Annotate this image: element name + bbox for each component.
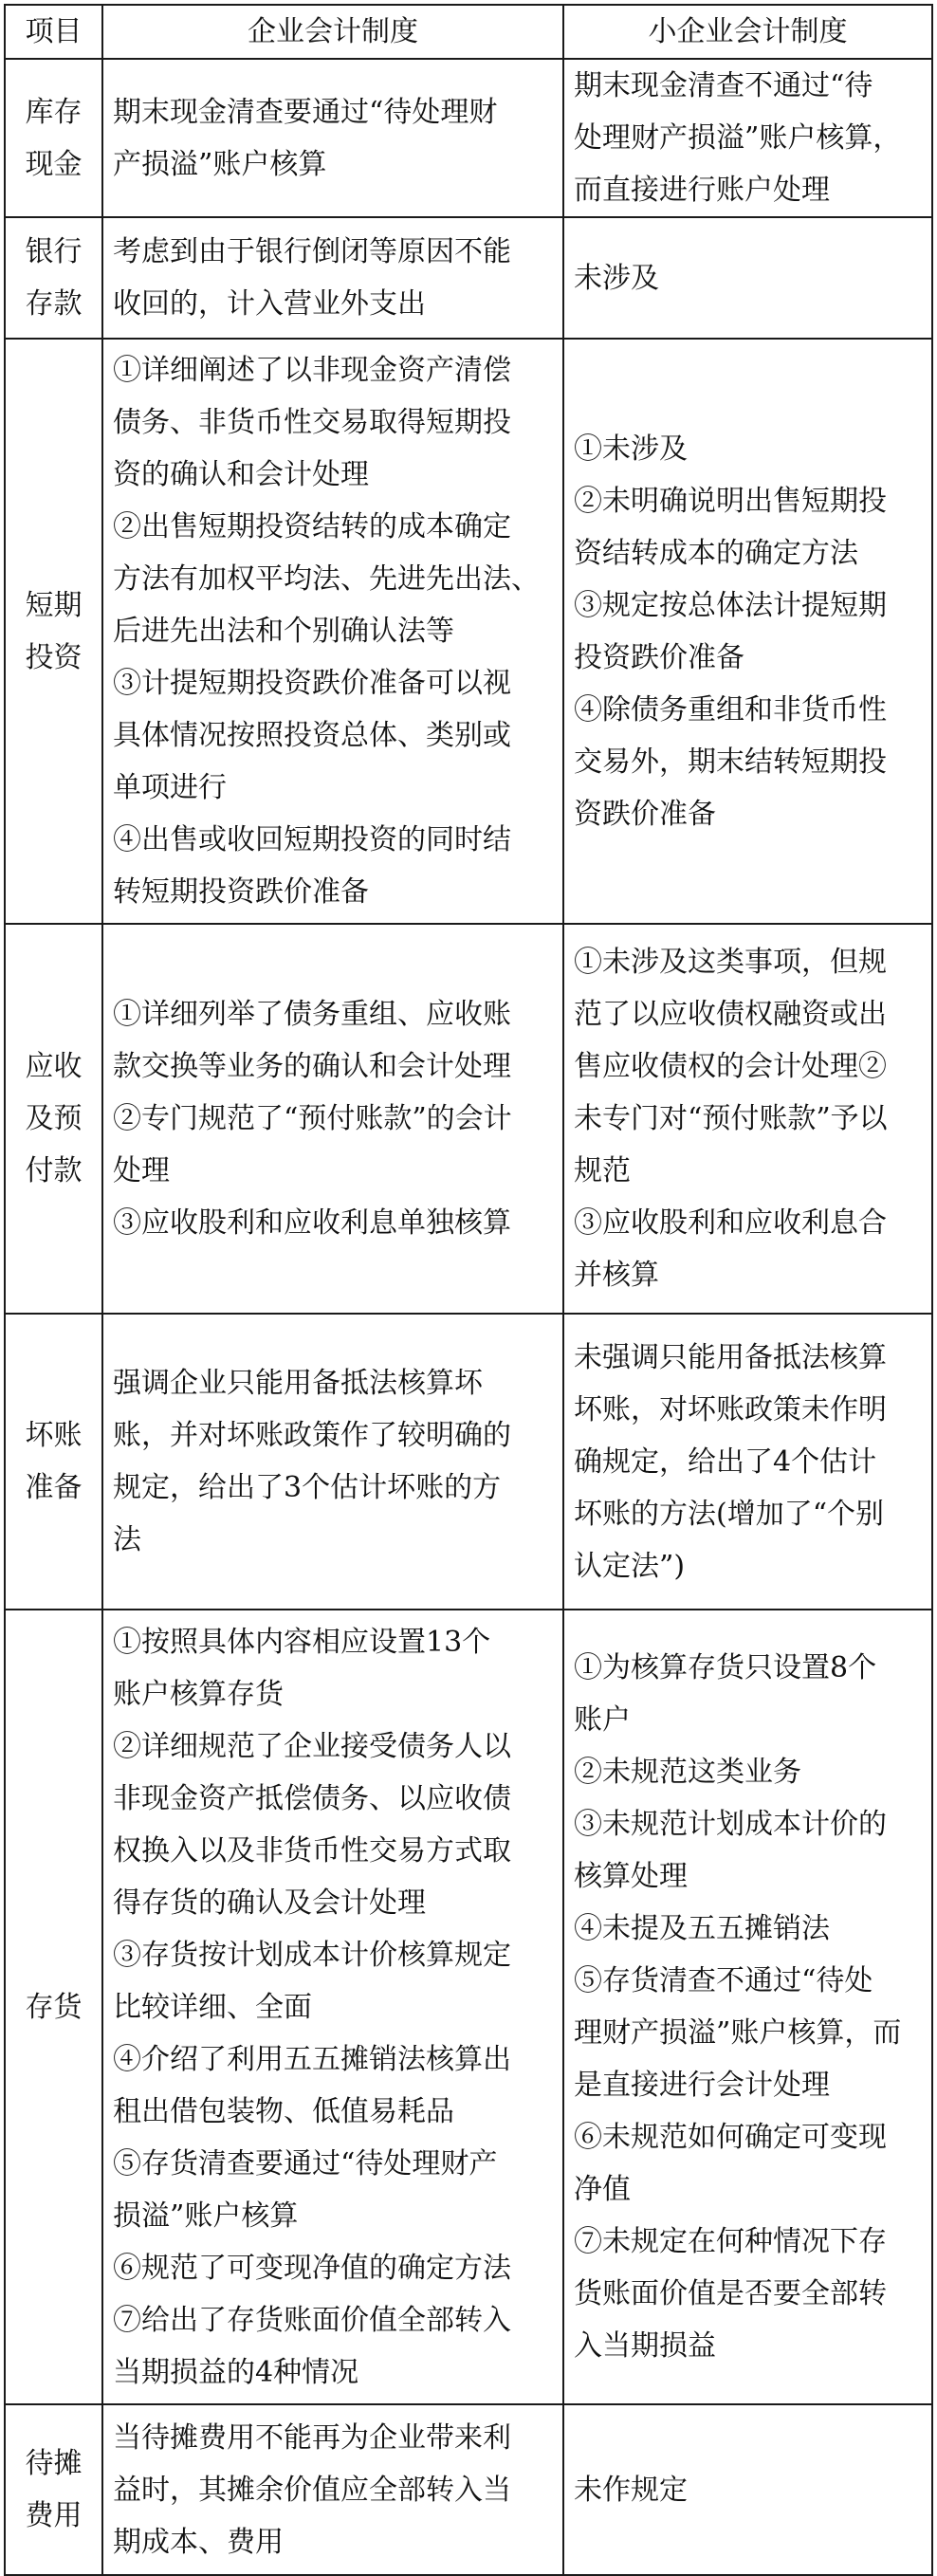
text-line: 资结转成本的确定方法 (574, 536, 858, 570)
text-line: 债务、非货币性交易取得短期投 (113, 406, 511, 439)
text-line: ③应收股利和应收利息合 (574, 1206, 887, 1240)
table-row (5, 1610, 932, 2404)
table-body (5, 59, 932, 2575)
text-line: 损溢”账户核算 (113, 2199, 299, 2233)
text-line: ②详细规范了企业接受债务人以 (113, 1729, 511, 1763)
text-line: ①详细列举了债务重组、应收账 (113, 998, 511, 1031)
text-line: ①未涉及 (574, 432, 688, 466)
text-line: 期成本、费用 (113, 2525, 284, 2559)
text-line: 及预 (25, 1102, 83, 1135)
text-line: 准备 (25, 1471, 83, 1504)
text-line: ②专门规范了“预付账款”的会计 (113, 1102, 512, 1135)
text-line: 应收 (25, 1050, 83, 1083)
text-line: 投资跌价准备 (574, 640, 744, 674)
text-line: 比较详细、全面 (113, 1990, 312, 2024)
small-enterprise-cell (563, 2404, 932, 2575)
enterprise-cell (102, 217, 563, 339)
text-line: ①为核算存货只设置8个 (574, 1651, 877, 1684)
table-row (5, 2404, 932, 2575)
header-enterprise: 企业会计制度 (102, 5, 563, 59)
text-line: 单项进行 (113, 771, 227, 804)
text-line: 核算处理 (574, 1860, 688, 1893)
text-line: 当待摊费用不能再为企业带来利 (113, 2420, 511, 2455)
text-line: 坏账，对坏账政策未作明 (574, 1392, 887, 1426)
text-line: 账，并对坏账政策作了较明确的 (113, 1419, 511, 1452)
text-line: 益时，其摊余价值应全部转入当 (113, 2473, 511, 2507)
text-line: 付款 (25, 1154, 83, 1187)
text-line: ①详细阐述了以非现金资产清偿 (113, 354, 511, 387)
text-line: ④出售或收回短期投资的同时结 (113, 823, 511, 856)
small-enterprise-cell (563, 217, 932, 339)
header-row (5, 5, 932, 59)
text-line: ④未提及五五摊销法 (574, 1912, 830, 1945)
small-enterprise-cell (563, 59, 932, 217)
text-line: 而直接进行账户处理 (574, 174, 830, 207)
text-line: 当期损益的4种情况 (113, 2355, 359, 2389)
text-line: 租出借包装物、低值易耗品 (113, 2094, 454, 2128)
text-line: ①按照具体内容相应设置13个 (113, 1625, 491, 1659)
text-line: ②未规范这类业务 (574, 1756, 801, 1789)
text-line: 款交换等业务的确认和会计处理 (113, 1050, 511, 1083)
text-line: 银行 (25, 235, 83, 268)
text-line: 是直接进行会计处理 (574, 2069, 830, 2102)
text-line: 范了以应收债权融资或出 (574, 998, 887, 1031)
text-line: 处理财产损溢”账户核算， (574, 121, 902, 155)
text-line: ④介绍了利用五五摊销法核算出 (113, 2042, 511, 2076)
text-line: ①未涉及这类事项，但规 (574, 946, 887, 979)
text-line: 强调企业只能用备抵法核算坏 (113, 1367, 483, 1400)
enterprise-cell (102, 2404, 563, 2575)
text-line: 坏账 (25, 1419, 83, 1452)
text-line: 规定，给出了3个估计坏账的方 (113, 1471, 502, 1504)
text-line: ③规定按总体法计提短期 (574, 588, 887, 622)
text-line: 未作规定 (574, 2473, 688, 2507)
text-line: ③存货按计划成本计价核算规定 (113, 1938, 511, 1972)
text-line: 入当期损益 (574, 2329, 716, 2363)
text-line: 规范 (574, 1154, 631, 1187)
text-line: ④除债务重组和非货币性 (574, 692, 887, 727)
text-line: ②未明确说明出售短期投 (574, 484, 887, 518)
text-line: 货账面价值是否要全部转 (574, 2277, 887, 2310)
text-line: 法 (113, 1523, 141, 1556)
text-line: 售应收债权的会计处理② (574, 1050, 887, 1083)
text-line: ②出售短期投资结转的成本确定 (113, 510, 511, 543)
text-line: ③计提短期投资跌价准备可以视 (113, 667, 511, 700)
text-line: 方法有加权平均法、先进先出法、 (113, 562, 540, 596)
text-line: 资跌价准备 (574, 797, 716, 831)
text-line: 得存货的确认及会计处理 (113, 1886, 426, 1920)
row-item-label (5, 217, 102, 339)
text-line: 后进先出法和个别确认法等 (113, 615, 454, 648)
enterprise-cell (102, 339, 563, 924)
text-line: 非现金资产抵偿债务、以应收债 (113, 1781, 511, 1815)
text-line: 净值 (574, 2173, 631, 2206)
table-row (5, 924, 932, 1314)
comparison-table (4, 4, 933, 2576)
text-line: 权换入以及非货币性交易方式取 (113, 1833, 511, 1868)
text-line: 投资 (25, 640, 83, 674)
enterprise-cell (102, 924, 563, 1314)
text-line: 短期 (25, 588, 83, 622)
text-line: 期末现金清查要通过“待处理财 (113, 95, 498, 129)
text-line: 资的确认和会计处理 (113, 458, 369, 491)
small-enterprise-cell (563, 339, 932, 924)
text-line: 具体情况按照投资总体、类别或 (113, 719, 511, 752)
text-line: 期末现金清查不通过“待 (574, 69, 873, 102)
enterprise-cell (102, 1610, 563, 2404)
row-item-label (5, 924, 102, 1314)
text-line: ⑦未规定在何种情况下存 (574, 2225, 887, 2258)
table-row (5, 59, 932, 217)
text-line: 未涉及 (574, 261, 659, 295)
text-line: 处理 (113, 1154, 170, 1187)
text-line: 账户 (574, 1703, 631, 1737)
text-line: 存货 (25, 1990, 83, 2024)
text-line: 库存 (25, 95, 83, 129)
row-item-label (5, 1314, 102, 1610)
row-item-label (5, 339, 102, 924)
text-line: ⑤存货清查要通过“待处理财产 (113, 2146, 498, 2180)
text-line: 并核算 (574, 1259, 659, 1292)
text-line: 交易外，期末结转短期投 (574, 745, 887, 779)
text-line: 产损溢”账户核算 (113, 147, 327, 181)
enterprise-cell (102, 59, 563, 217)
header-small-enterprise: 小企业会计制度 (563, 5, 932, 59)
text-line: 坏账的方法(增加了“个别 (574, 1497, 885, 1531)
text-line: 未强调只能用备抵法核算 (574, 1340, 887, 1374)
header-item: 项目 (5, 5, 102, 59)
row-item-label (5, 59, 102, 217)
text-line: 账户核算存货 (113, 1677, 284, 1711)
text-line: 待摊 (25, 2447, 83, 2480)
text-line: 确规定，给出了4个估计 (574, 1444, 877, 1479)
small-enterprise-cell (563, 1610, 932, 2404)
table-row (5, 339, 932, 924)
text-line: 认定法”) (574, 1549, 686, 1583)
text-line: 考虑到由于银行倒闭等原因不能 (113, 235, 511, 268)
table-row (5, 217, 932, 339)
text-line: ③未规范计划成本计价的 (574, 1808, 887, 1841)
text-line: 费用 (25, 2499, 83, 2532)
text-line: 存款 (25, 287, 83, 321)
text-line: ⑦给出了存货账面价值全部转入 (113, 2303, 511, 2337)
text-line: 理财产损溢”账户核算，而 (574, 2016, 902, 2050)
enterprise-cell (102, 1314, 563, 1610)
text-line: ⑥规范了可变现净值的确定方法 (113, 2251, 511, 2285)
text-line: ③应收股利和应收利息单独核算 (113, 1206, 511, 1240)
text-line: ⑥未规范如何确定可变现 (574, 2121, 887, 2154)
row-item-label (5, 2404, 102, 2575)
text-line: ⑤存货清查不通过“待处 (574, 1964, 873, 1997)
small-enterprise-cell (563, 924, 932, 1314)
text-line: 转短期投资跌价准备 (113, 875, 369, 909)
row-item-label (5, 1610, 102, 2404)
text-line: 未专门对“预付账款”予以 (574, 1102, 888, 1135)
small-enterprise-cell (563, 1314, 932, 1610)
table-row (5, 1314, 932, 1610)
text-line: 现金 (25, 147, 83, 181)
text-line: 收回的，计入营业外支出 (113, 287, 426, 321)
